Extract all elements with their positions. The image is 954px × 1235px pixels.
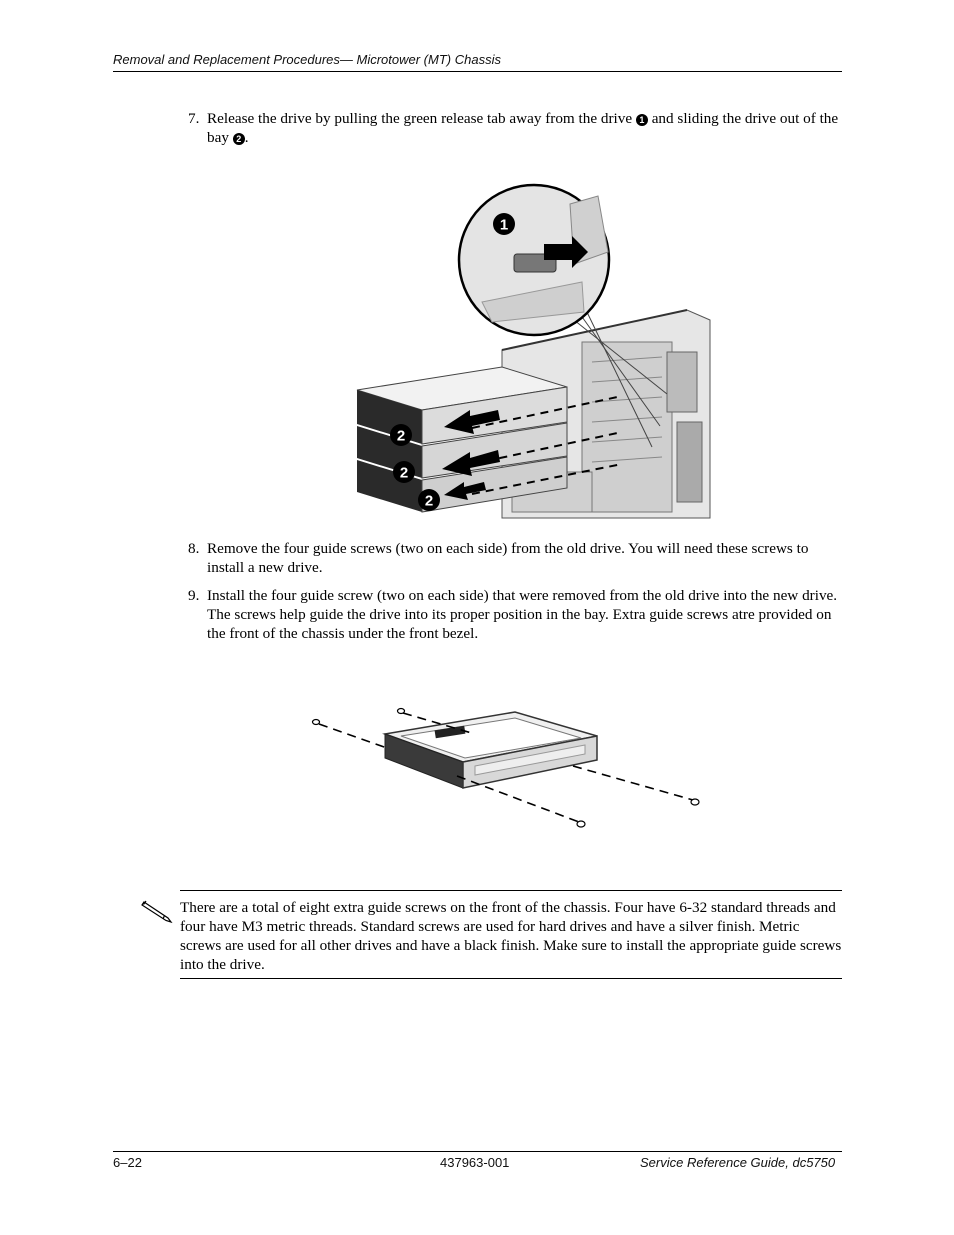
step-text: Release the drive by pulling the green release tab away from the drive 1 and sliding the drive out of the bay 2 . xyxy=(207,110,839,146)
step-text: Remove the four guide screws (two on each side) from the old drive. You will need these screws to install a new drive. xyxy=(207,540,809,576)
step-9 xyxy=(188,586,844,643)
guide-title: Service Reference Guide, dc5750 xyxy=(640,1155,836,1170)
header-rule xyxy=(113,71,842,72)
step-number: 9. xyxy=(188,587,200,604)
step-text: Install the four guide screw (two on each side) that were removed from the old drive into the new drive. The screws help guide the drive into its proper position in the bay. Extra guide screws atre provided on the front of the chassis under the front bezel. xyxy=(207,587,838,642)
callout-1: 1 xyxy=(636,114,648,126)
pencil-note-icon xyxy=(140,898,174,924)
figure-callout-2c: 2 xyxy=(424,492,434,510)
callout-2: 2 xyxy=(233,133,245,145)
figure-callout-2b: 2 xyxy=(399,464,409,482)
page-number: 6–22 xyxy=(113,1155,142,1170)
figure-callout-2a: 2 xyxy=(396,427,406,445)
note-text: There are a total of eight extra guide screws on the front of the chassis. Four have 6-32 standard threads and four have M3 metric threads. Standard screws are used for hard drives and have a silver finish. Metric screws are used for all other drives and have a black finish. Make sure to install the appropriate guide screws into the drive. xyxy=(180,899,842,973)
step-number: 7. xyxy=(188,110,200,127)
step-7 xyxy=(188,109,844,147)
running-header: Removal and Replacement Procedures— Microtower (MT) Chassis xyxy=(113,52,501,67)
drive-removal-illustration xyxy=(352,182,714,522)
note-top-rule xyxy=(180,890,842,891)
part-number: 437963-001 xyxy=(440,1155,510,1170)
step-number: 8. xyxy=(188,540,200,557)
footer-rule xyxy=(113,1151,842,1152)
step-8 xyxy=(188,539,844,577)
figure-callout-1: 1 xyxy=(499,216,509,234)
note-bottom-rule xyxy=(180,978,842,979)
guide-screws-illustration xyxy=(305,700,705,835)
